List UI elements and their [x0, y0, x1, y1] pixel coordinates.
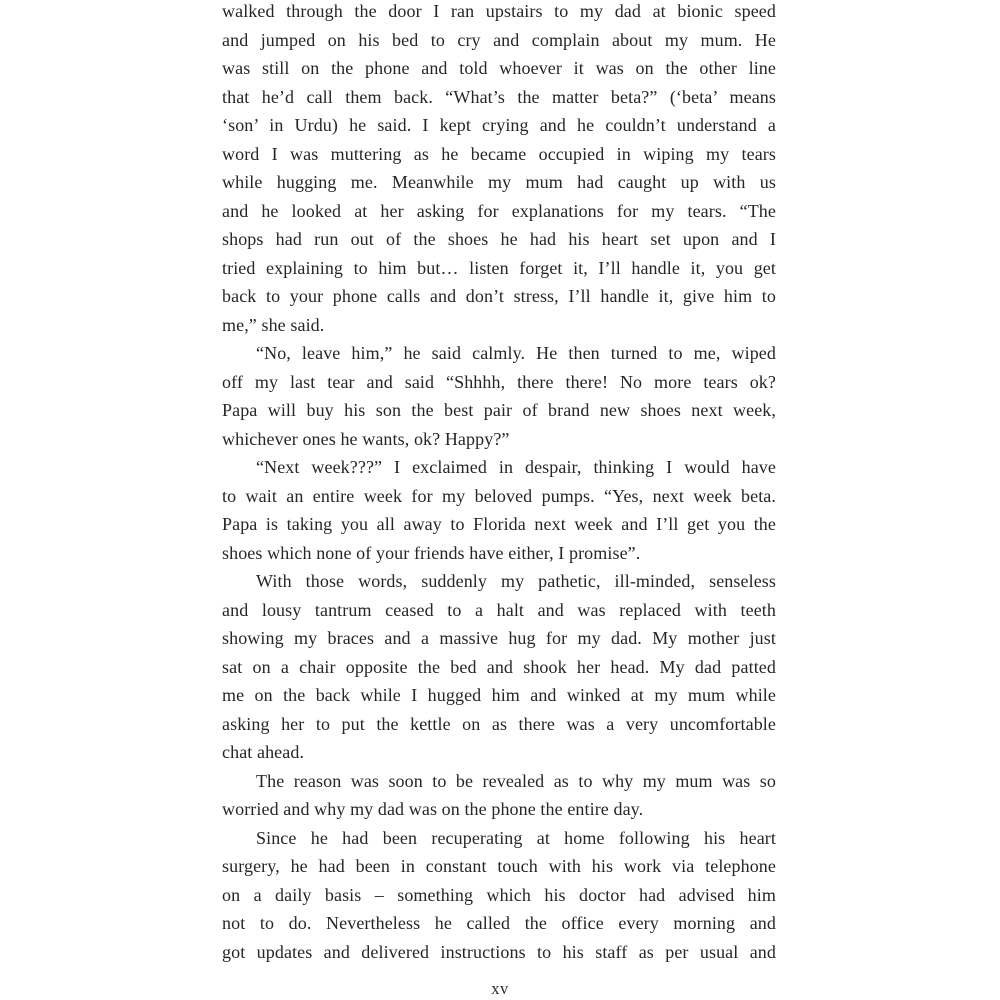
text-line: word I was muttering as he became occupied in wiping my tears: [222, 143, 776, 164]
paragraph: [222, 0, 776, 339]
text-line: to wait an entire week for my beloved pumps. “Yes, next week beta.: [222, 485, 776, 506]
text-line: shops had run out of the shoes he had his heart set upon and I: [222, 229, 776, 249]
text-line: off my last tear and said “Shhhh, there there! No more tears ok?: [222, 371, 776, 392]
text-line: on a daily basis – something which his doctor had advised him: [222, 884, 776, 905]
text-line: not to do. Nevertheless he called the office every morning and: [222, 913, 776, 933]
text-line: while hugging me. Meanwhile my mum had caught up with us: [222, 172, 776, 192]
paragraph: [222, 767, 776, 824]
text-line: The reason was soon to be revealed as to why my mum was so: [256, 770, 776, 791]
paragraph: [222, 453, 776, 567]
text-line: me,” she said.: [222, 314, 325, 335]
paragraph: [222, 567, 776, 767]
text-line: walked through the door I ran upstairs to my dad at bionic speed: [222, 1, 776, 21]
text-line: whichever ones he wants, ok? Happy?”: [222, 428, 510, 449]
text-line: showing my braces and a massive hug for my dad. My mother just: [222, 628, 776, 648]
text-line: Papa is taking you all away to Florida next week and I’ll get you the: [222, 514, 776, 534]
text-line: chat ahead.: [222, 742, 305, 762]
text-line: and jumped on his bed to cry and complain about my mum. He: [222, 29, 776, 50]
text-line: With those words, suddenly my pathetic, ill-minded, senseless: [256, 571, 776, 591]
text-line: surgery, he had been in constant touch with his work via telephone: [222, 856, 776, 876]
text-line: Papa will buy his son the best pair of brand new shoes next week,: [222, 400, 776, 420]
text-line: shoes which none of your friends have either, I promise”.: [222, 542, 641, 563]
text-line: asking her to put the kettle on as there was a very uncomfortable: [222, 713, 776, 734]
text-line: and he looked at her asking for explanations for my tears. “The: [222, 200, 776, 221]
text-line: sat on a chair opposite the bed and shook her head. My dad patted: [222, 656, 776, 677]
paragraph: [222, 339, 776, 453]
text-line: “No, leave him,” he said calmly. He then turned to me, wiped: [256, 343, 776, 363]
text-line: back to your phone calls and don’t stress, I’ll handle it, give him to: [222, 286, 776, 306]
text-line: was still on the phone and told whoever it was on the other line: [222, 58, 776, 78]
text-line: “Next week???” I exclaimed in despair, thinking I would have: [256, 457, 776, 477]
text-line: and lousy tantrum ceased to a halt and was replaced with teeth: [222, 599, 776, 620]
text-line: ‘son’ in Urdu) he said. I kept crying and he couldn’t understand a: [222, 115, 776, 135]
body-text: [222, 0, 776, 966]
text-line: Since he had been recuperating at home following his heart: [256, 827, 776, 848]
text-line: me on the back while I hugged him and winked at my mum while: [222, 685, 776, 705]
text-line: worried and why my dad was on the phone the entire day.: [222, 799, 644, 819]
text-line: tried explaining to him but… listen forget it, I’ll handle it, you get: [222, 257, 776, 278]
text-line: that he’d call them back. “What’s the matter beta?” (‘beta’ means: [222, 86, 776, 107]
text-line: got updates and delivered instructions to his staff as per usual and: [222, 941, 776, 962]
paragraph: [222, 824, 776, 967]
page-number: xv: [491, 979, 509, 998]
